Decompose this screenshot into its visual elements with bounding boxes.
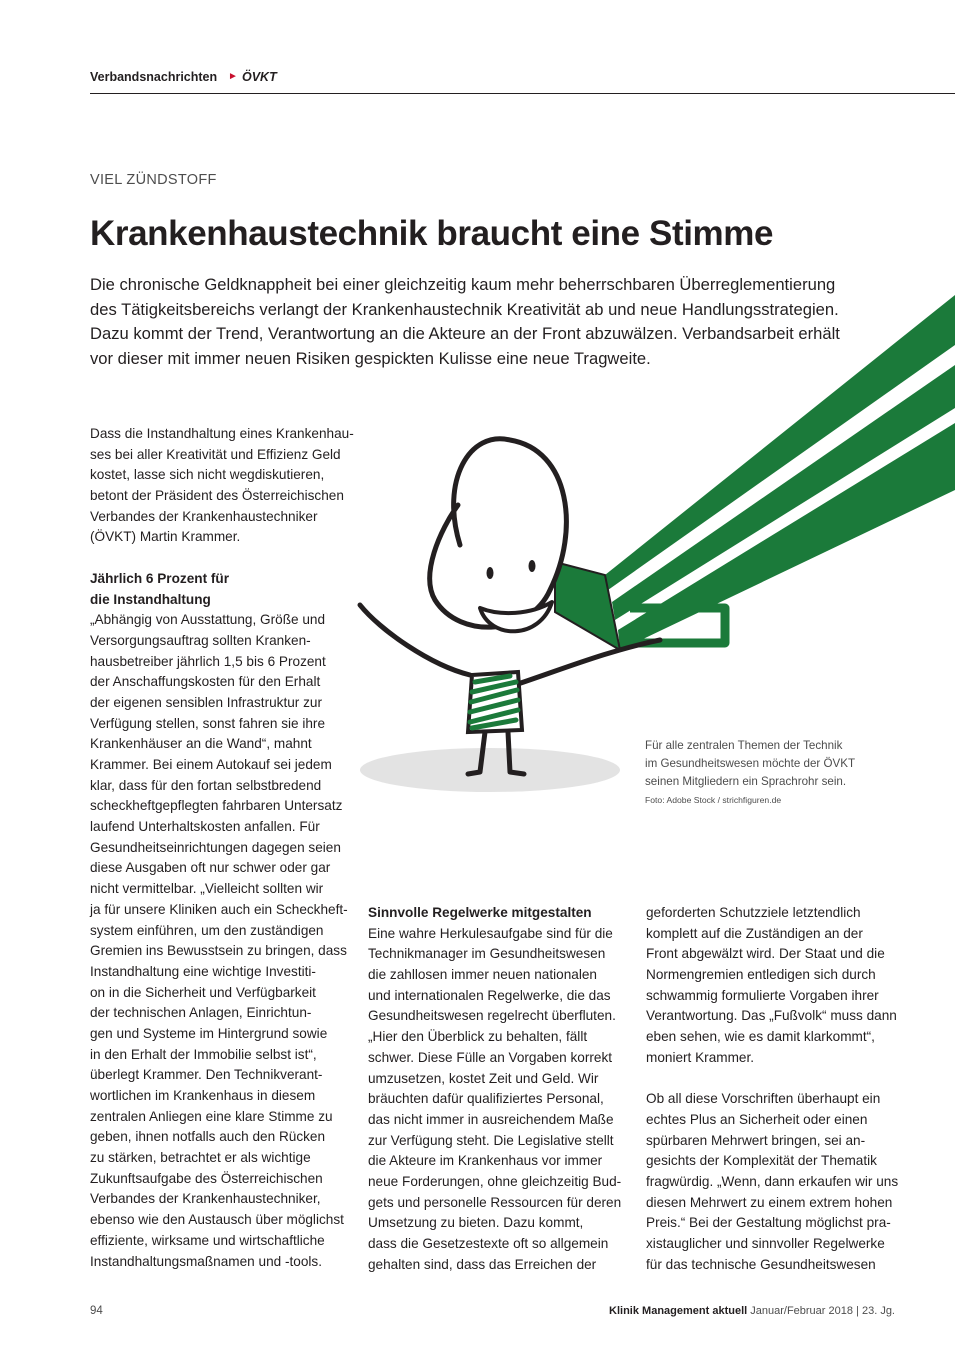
text-line: geben, ihnen notfalls auch den Rücken <box>90 1129 326 1145</box>
text-line: gehalten sind, dass das Erreichen der <box>368 1256 597 1272</box>
photo-credit: Foto: Adobe Stock / strichfiguren.de <box>645 795 782 805</box>
text-line: ses bei aller Kreativität und Effizienz Geld <box>90 446 341 462</box>
text-line: neue Forderungen, ohne gleichzeitig Bud- <box>368 1173 622 1189</box>
text-line: ebenso wie den Austausch über möglichst <box>90 1212 344 1228</box>
text-line: Front abgewälzt wird. Der Staat und die <box>646 946 885 962</box>
text-line: für das technische Gesundheitswesen <box>646 1256 876 1272</box>
figure-left-eye <box>487 567 494 579</box>
text-line: komplett auf die Zuständigen an der <box>646 925 863 941</box>
text-line: Gremien ins Bewusstsein zu bringen, dass <box>90 943 347 959</box>
body-column-1 <box>90 424 354 1272</box>
subheading: die Instandhaltung <box>90 591 211 607</box>
text-line: Preis.“ Bei der Gestaltung möglichst pra- <box>646 1215 891 1231</box>
text-line: nicht vermittelbar. „Vielleicht sollten wir <box>90 881 324 897</box>
text-line: fragwürdig. „Wenn, dann erkaufen wir uns <box>646 1173 899 1189</box>
text-line: gen und Systeme im Hintergrund sowie <box>90 1025 328 1041</box>
text-line: Versorgungsauftrag sollten Kranken- <box>90 632 311 648</box>
text-line: Normengremien entledigen sich durch <box>646 967 876 983</box>
text-line: kostet, lasse sich nicht wegdiskutieren, <box>90 467 325 483</box>
text-line: „Hier den Überblick zu behalten, fällt <box>368 1029 588 1045</box>
stick-figure-megaphone-illustration <box>340 290 955 810</box>
figure-right-arm <box>515 640 660 685</box>
text-line: Verbandes der Krankenhaustechniker, <box>90 1191 321 1207</box>
text-line: schwer. Diese Fülle an Vorgaben korrekt <box>368 1049 613 1065</box>
issue-date: Januar/Februar 2018 <box>750 1305 853 1317</box>
page-number: 94 <box>90 1305 103 1317</box>
running-header <box>90 70 955 94</box>
subheading: Jährlich 6 Prozent für <box>90 570 229 586</box>
text-line: xistauglicher und sinnvoller Regelwerke <box>646 1236 885 1251</box>
lead-line: vor dieser mit immer neuen Risiken gespickten Kulisse eine neue Tragweite. <box>90 348 651 368</box>
text-line: on in die Sicherheit und Verfügbarkeit <box>90 984 316 1000</box>
text-line: Eine wahre Herkulesaufgabe sind für die <box>368 925 613 941</box>
header-section: Verbandsnachrichten <box>90 70 218 84</box>
text-line: Verbandes der Krankenhaustechniker <box>90 508 318 524</box>
text-line: Verfügung stellen, sonst fahren sie ihre <box>90 715 326 731</box>
text-line: bräuchten dafür qualifiziertes Personal, <box>368 1091 604 1107</box>
body-column-2 <box>368 903 620 1275</box>
footer-journal-info <box>609 1305 895 1317</box>
text-line: diese Ausgaben oft nur schwer oder gar <box>90 860 331 876</box>
text-line: dass die Gesetzestexte oft so allgemein <box>368 1236 609 1251</box>
text-line: Krammer. Bei einem Autokauf sei jedem <box>90 757 332 772</box>
text-line: moniert Krammer. <box>646 1049 755 1065</box>
text-line: Verantwortung. Das „Fußvolk“ muss dann <box>646 1008 897 1024</box>
text-line: hausbetreiber jährlich 1,5 bis 6 Prozent <box>90 653 326 669</box>
text-line: zu stärken, betrachtet er als wichtige <box>90 1150 311 1166</box>
text-line: Instandhaltung eine wichtige Investiti- <box>90 963 316 979</box>
text-line: zur Verfügung steht. Die Legislative stellt <box>368 1132 614 1148</box>
subheading: Sinnvolle Regelwerke mitgestalten <box>368 905 592 920</box>
text-line: betont der Präsident des Österreichischen <box>90 488 344 504</box>
text-line: Zukunftsaufgabe des Österreichischen <box>90 1170 323 1186</box>
text-line: ja für unsere Kliniken auch ein Scheckheft- <box>90 901 348 917</box>
text-line: überlegt Krammer. Den Technikverant- <box>90 1067 323 1083</box>
text-line: „Abhängig von Ausstattung, Größe und <box>90 612 326 628</box>
text-line: die Akteure im Krankenhaus vor immer <box>368 1153 603 1169</box>
figure-head <box>430 439 567 627</box>
header-subsection: ÖVKT <box>242 70 277 84</box>
article-title: Krankenhaustechnik braucht eine Stimme <box>90 214 774 253</box>
text-line: die zahllosen immer neuen nationalen <box>368 967 597 983</box>
text-line: zentralen Anliegen eine klare Stimme zu <box>90 1108 333 1124</box>
text-line: Dass die Instandhaltung eines Krankenhau- <box>90 426 354 441</box>
caption-line: im Gesundheitswesen möchte der ÖVKT <box>645 757 856 770</box>
figure-right-eye <box>529 560 536 572</box>
text-line: spürbaren Mehrwert bringen, sei an- <box>646 1132 866 1148</box>
text-line: und internationalen Regelwerke, die das <box>368 987 611 1003</box>
text-line: umzusetzen, kostet Zeit und Geld. Wir <box>368 1070 599 1086</box>
lead-line: des Tätigkeitsbereichs verlangt der Krankenhaustechnik Kreativität ab und neue Handlungsstrategien. <box>90 299 839 319</box>
text-line: der technischen Anlagen, Einrichtun- <box>90 1005 312 1021</box>
text-line: Technikmanager im Gesundheitswesen <box>368 946 606 962</box>
text-line: Instandhaltungsmaßnamen und -tools. <box>90 1253 322 1269</box>
text-line: klar, dass für den fortan selbstbredend <box>90 777 322 793</box>
figure-caption <box>645 737 895 809</box>
volume-label: 23. Jg. <box>861 1305 895 1317</box>
caption-line: Für alle zentralen Themen der Technik <box>645 739 843 752</box>
article-kicker: VIEL ZÜNDSTOFF <box>90 172 217 188</box>
footer-separator: | <box>856 1305 859 1317</box>
text-line: echtes Plus an Sicherheit oder einen <box>646 1111 868 1127</box>
text-line: eben sehen, wie es damit klarkommt“, <box>646 1029 875 1045</box>
text-line: Ob all diese Vorschriften überhaupt ein <box>646 1091 881 1107</box>
text-line: in den Erhalt der Immobilie selbst ist“, <box>90 1046 317 1062</box>
floor-shadow <box>360 748 620 792</box>
text-line: Krankenhäuser an die Wand“, mahnt <box>90 736 312 752</box>
text-line: der Anschaffungskosten für den Erhalt <box>90 674 321 690</box>
text-line: der eigenen sensiblen Infrastruktur zur <box>90 694 322 710</box>
text-line: scheckheftgepflegten fahrbaren Untersatz <box>90 798 343 814</box>
text-line: Gesundheitseinrichtungen dagegen seien <box>90 839 341 855</box>
text-line: Gesundheitswesen regelrecht überfluten. <box>368 1008 616 1024</box>
text-line: wortlichen im Krankenhaus in diesem <box>90 1088 316 1103</box>
text-line: system einführen, um den zuständigen <box>90 922 324 938</box>
text-line: gesichts der Komplexität der Thematik <box>646 1153 877 1169</box>
body-column-3 <box>646 903 898 1275</box>
text-line: schwammig formulierte Vorgaben ihrer <box>646 987 879 1003</box>
text-line: (ÖVKT) Martin Krammer. <box>90 529 241 545</box>
caption-line: seinen Mitgliedern ein Sprachrohr sein. <box>645 775 847 788</box>
lead-line: Dazu kommt der Trend, Verantwortung an die Akteure an der Front abzuwälzen. Verbandsarbeit erhält <box>90 324 840 343</box>
text-line: geforderten Schutzziele letztendlich <box>646 905 861 920</box>
text-line: Umsetzung zu bieten. Dazu kommt, <box>368 1215 584 1231</box>
journal-name: Klinik Management aktuell <box>609 1305 748 1317</box>
text-line: gets und personelle Ressourcen für deren <box>368 1194 622 1210</box>
text-line: diesen Mehrwert zu einem extrem hohen <box>646 1194 893 1210</box>
lead-line: Die chronische Geldknappheit bei einer gleichzeitig kaum mehr beherrschbaren Überreglementierung <box>90 275 836 294</box>
text-line: das nicht immer in ausreichendem Maße <box>368 1111 614 1127</box>
text-line: laufend Unterhaltskosten anfallen. Für <box>90 819 320 835</box>
text-line: effiziente, wirksame und wirtschaftliche <box>90 1232 325 1248</box>
triangle-right-icon: ► <box>228 71 238 82</box>
